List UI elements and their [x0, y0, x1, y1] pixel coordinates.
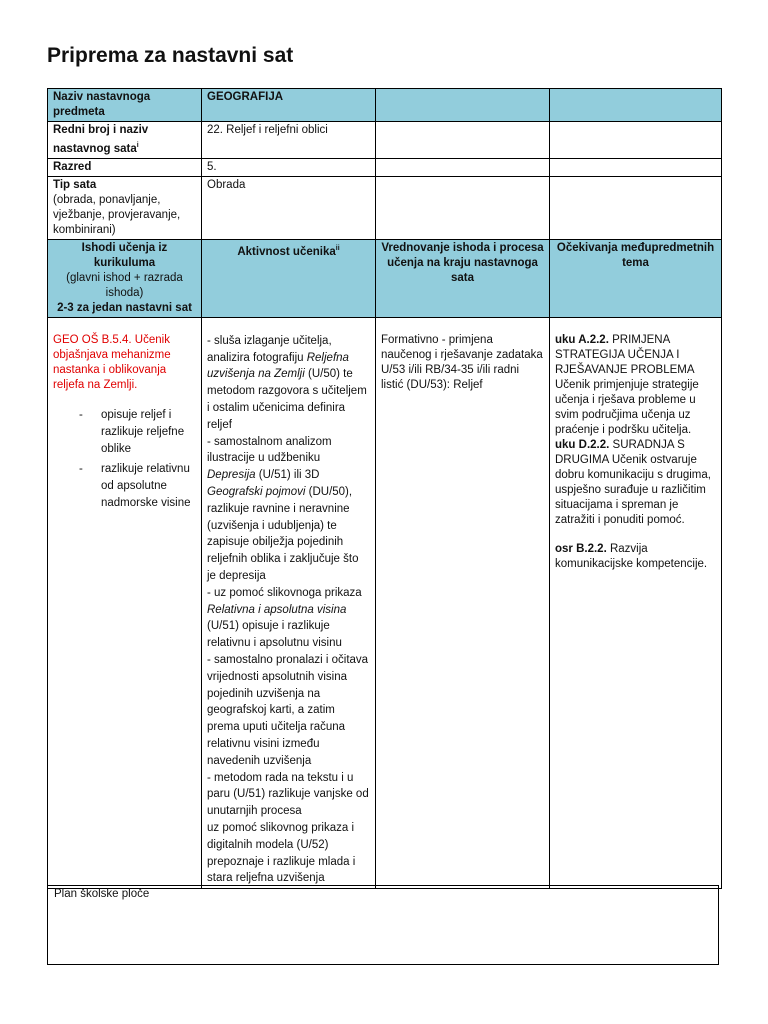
- crosscurricular-header: Očekivanja međupredmetnih tema: [550, 239, 722, 317]
- activity-3: - uz pomoć slikovnoga prikaza Relativna i apsolutna visina (U/51) opisuje i razlikuje relativnu i apsolutnu visinu: [207, 586, 362, 650]
- subject-empty-cell: [550, 89, 722, 122]
- outcomes-cell: [48, 317, 202, 888]
- lesson-plan-table: [47, 88, 722, 889]
- type-row: [48, 176, 722, 239]
- outcomes-header: [48, 239, 202, 317]
- grade-label: Razred: [48, 158, 202, 176]
- outcome-item: - razlikuje relativnu od apsolutne nadmorske visine: [53, 461, 196, 512]
- outcomes-header-foot: 2-3 za jedan nastavni sat: [57, 301, 192, 314]
- evaluation-header: Vrednovanje ishoda i procesa učenja na kraju nastavnoga sata: [376, 239, 550, 317]
- uku-d-2-2: uku D.2.2. SURADNJA S DRUGIMA Učenik ostvaruje dobru komunikaciju s drugima, uspješno surađuje u različitim situacijama i spreman je zatražiti i ponuditi pomoć.: [555, 438, 711, 526]
- osr-b-2-2: osr B.2.2. Razvija komunikacijske kompetencije.: [555, 542, 708, 570]
- page-title: Priprema za nastavni sat: [47, 44, 294, 67]
- lesson-label: Redni broj i naziv nastavnog sata$^i$: [48, 122, 202, 159]
- type-value: Obrada: [202, 176, 376, 239]
- blackboard-plan-box: [47, 885, 719, 965]
- type-empty-cell: [550, 176, 722, 239]
- type-empty-cell: [376, 176, 550, 239]
- activity-header: Aktivnost učenika$^{ii}$: [202, 239, 376, 317]
- lesson-row: [48, 122, 722, 159]
- grade-empty-cell: [376, 158, 550, 176]
- evaluation-cell: Formativno - primjena naučenog i rješavanje zadataka U/53 i/ili RB/34-35 i/ili radni listić (DU/53): Reljef: [376, 317, 550, 888]
- subject-label: Naziv nastavnoga predmeta: [48, 89, 202, 122]
- grade-empty-cell: [550, 158, 722, 176]
- crosscurricular-cell: [550, 317, 722, 888]
- content-row: [48, 317, 722, 888]
- main-outcome: GEO OŠ B.5.4. Učenik objašnjava mehanizme nastanka i oblikovanja reljefa na Zemlji.: [53, 333, 171, 391]
- lesson-value: 22. Reljef i reljefni oblici: [202, 122, 376, 159]
- activity-6: uz pomoć slikovnog prikaza i digitalnih modela (U/52) prepoznaje i razlikuje mlada i stara reljefna uzvišenja: [207, 821, 356, 885]
- subject-empty-cell: [376, 89, 550, 122]
- type-label: [48, 176, 202, 239]
- lesson-empty-cell: [550, 122, 722, 159]
- activity-cell: [202, 317, 376, 888]
- type-label-note: (obrada, ponavljanje, vježbanje, provjeravanje, kombinirani): [53, 193, 181, 236]
- blackboard-plan-label: Plan školske ploče: [54, 888, 150, 900]
- activity-5: - metodom rada na tekstu i u paru (U/51) razlikuje vanjske od unutarnjih procesa: [207, 771, 369, 818]
- uku-a-2-2: uku A.2.2. PRIMJENA STRATEGIJA UČENJA I RJEŠAVANJE PROBLEMA Učenik primjenjuje strategije učenja i rješava probleme u svim područjima učenja uz praćenje i podršku učitelja.: [555, 333, 699, 436]
- outcomes-header-sub: (glavni ishod + razrada ishoda): [66, 271, 183, 299]
- grade-row: [48, 158, 722, 176]
- outcome-item: - opisuje reljef i razlikuje reljefne oblike: [53, 407, 196, 458]
- outcome-list: [53, 407, 196, 512]
- activity-2: - samostalnom analizom ilustracije u udžbeniku Depresija (U/51) ili 3D Geografski pojmovi (DU/50), razlikuje ravnine i neravnine (uzvišenja i udubljenja) te zapisuje obilježja pojedinih reljefnih oblika i zaključuje što je depresija: [207, 435, 359, 582]
- header-row: [48, 239, 722, 317]
- lesson-empty-cell: [376, 122, 550, 159]
- activity-1: - sluša izlaganje učitelja, analizira fotografiju Reljefna uzvišenja na Zemlji (U/50) te metodom razgovora s učiteljem i ostalim učenicima definira reljef: [207, 334, 367, 431]
- subject-row: [48, 89, 722, 122]
- grade-value: 5.: [202, 158, 376, 176]
- outcomes-header-title: Ishodi učenja iz kurikuluma: [81, 241, 168, 269]
- subject-value: GEOGRAFIJA: [202, 89, 376, 122]
- activity-4: - samostalno pronalazi i očitava vrijednosti apsolutnih visina pojedinih uzvišenja na geografskoj karti, a zatim prema uputi učitelja računa relativnu visini između navedenih uzvišenja: [207, 653, 369, 767]
- type-label-title: Tip sata: [53, 178, 97, 191]
